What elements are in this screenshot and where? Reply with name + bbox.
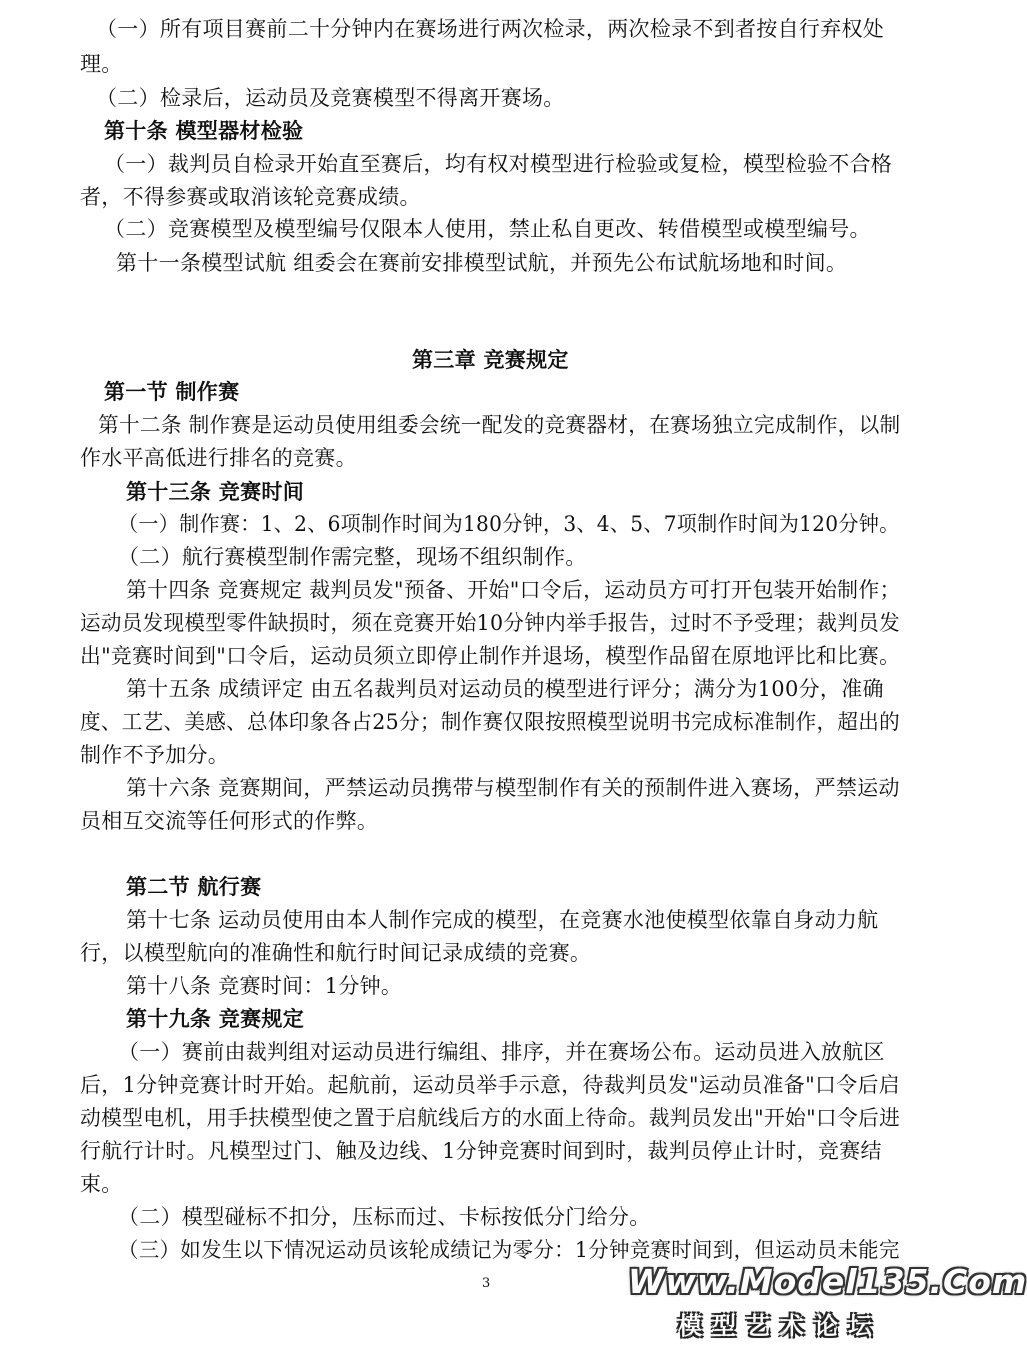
paragraph-line: 束。: [80, 1172, 123, 1196]
paragraph-line: 行航行计时。凡模型过门、触及边线、1分钟竞赛时间到时，裁判员停止计时，竞赛结: [80, 1139, 882, 1163]
paragraph-line: 制作不予加分。: [80, 743, 230, 767]
paragraph-line: 出"竞赛时间到"口令后，运动员须立即停止制作并退场，模型作品留在原地评比和比赛。: [80, 644, 901, 668]
paragraph-line: （一）裁判员自检录开始直至赛后，均有权对模型进行检验或复检，模型检验不合格: [104, 152, 893, 176]
watermark-url: Www.Model135.Com: [628, 1262, 1027, 1301]
paragraph-line: （二）竞赛模型及模型编号仅限本人使用，禁止私自更改、转借模型或模型编号。: [104, 217, 871, 241]
paragraph-line: 后，1分钟竞赛计时开始。起航前，运动员举手示意，待裁判员发"运动员准备"口令后启: [80, 1073, 901, 1097]
paragraph-line: 动模型电机，用手扶模型使之置于启航线后方的水面上待命。裁判员发出"开始"口令后进: [80, 1106, 901, 1130]
article-heading: 第十三条 竞赛时间: [126, 479, 305, 504]
paragraph-line: （二）航行赛模型制作需完整，现场不组织制作。: [118, 545, 587, 569]
paragraph-line: 第十四条 竞赛规定 裁判员发"预备、开始"口令后，运动员方可打开包装开始制作；: [126, 578, 901, 602]
paragraph-line: 作水平高低进行排名的竞赛。: [80, 446, 357, 470]
paragraph-line: 运动员发现模型零件缺损时，须在竞赛开始10分钟内举手报告，过时不予受理；裁判员发: [80, 611, 900, 635]
article-heading: 第十九条 竞赛规定: [126, 1006, 305, 1031]
paragraph-line: （二）模型碰标不扣分，压标而过、卡标按低分门给分。: [118, 1205, 651, 1229]
section-heading: 第一节 制作赛: [104, 379, 240, 404]
paragraph-line: （二）检录后，运动员及竞赛模型不得离开赛场。: [96, 86, 565, 110]
paragraph-line: 员相互交流等任何形式的作弊。: [80, 809, 379, 833]
paragraph-line: 理。: [80, 52, 123, 76]
paragraph-line: 第十二条 制作赛是运动员使用组委会统一配发的竞赛器材，在赛场独立完成制作，以制: [98, 413, 901, 437]
chapter-title: 第三章 竞赛规定: [412, 347, 569, 372]
watermark-subtitle: 模型艺术论坛: [678, 1312, 882, 1340]
page-number: 3: [482, 1276, 491, 1291]
paragraph-line: （一）所有项目赛前二十分钟内在赛场进行两次检录，两次检录不到者按自行弃权处: [96, 17, 885, 41]
paragraph-line: （一）制作赛：1、2、6项制作时间为180分钟，3、4、5、7项制作时间为120分钟。: [118, 512, 900, 536]
article-heading: 第十条 模型器材检验: [104, 118, 304, 143]
paragraph-line: 第十六条 竞赛期间，严禁运动员携带与模型制作有关的预制件进入赛场，严禁运动: [126, 776, 900, 800]
paragraph-line: 行，以模型航向的准确性和航行时间记录成绩的竞赛。: [80, 941, 592, 965]
paragraph-line: （一）赛前由裁判组对运动员进行编组、排序，并在赛场公布。运动员进入放航区: [118, 1040, 885, 1064]
section-heading: 第二节 航行赛: [126, 874, 262, 899]
paragraph-line: 第十一条模型试航 组委会在赛前安排模型试航，并预先公布试航场地和时间。: [116, 251, 848, 275]
paragraph-line: 第十七条 运动员使用由本人制作完成的模型，在竞赛水池使模型依靠自身动力航: [126, 908, 879, 932]
paragraph-line: 第十五条 成绩评定 由五名裁判员对运动员的模型进行评分；满分为100分，准确: [126, 677, 884, 701]
watermark: [628, 1262, 1027, 1342]
paragraph-line: （三）如发生以下情况运动员该轮成绩记为零分：1分钟竞赛时间到，但运动员未能完: [118, 1238, 900, 1262]
paragraph-line: 第十八条 竞赛时间：1分钟。: [126, 974, 403, 998]
paragraph-line: 度、工艺、美感、总体印象各占25分；制作赛仅限按照模型说明书完成标准制作，超出的: [80, 710, 900, 734]
paragraph-line: 者，不得参赛或取消该轮竞赛成绩。: [80, 185, 421, 209]
